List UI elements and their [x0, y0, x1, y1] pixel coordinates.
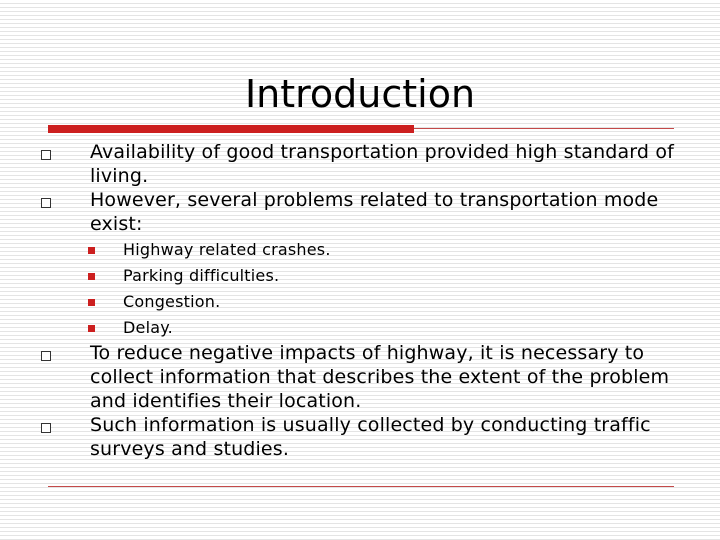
sub-bullet-text: Parking difficulties.: [123, 266, 280, 285]
sub-bullet-text: Delay.: [123, 318, 173, 337]
bullet-text: Such information is usually collected by conducting traffic surveys and studies.: [90, 414, 651, 460]
bullet-text: To reduce negative impacts of highway, it is necessary to collect information that describes the extent of the problem and identifies their location.: [90, 342, 670, 412]
bullet-list: [30, 140, 690, 461]
red-square-bullet-icon: [88, 325, 95, 332]
bullet-item: [30, 413, 690, 461]
footer-divider-line: [48, 486, 674, 487]
bullet-item: [30, 140, 690, 188]
bullet-text: Availability of good transportation provided high standard of living.: [90, 141, 674, 187]
red-square-bullet-icon: [88, 247, 95, 254]
sub-bullet-item: [30, 289, 690, 315]
sub-bullet-item: [30, 315, 690, 341]
sub-bullet-item: [30, 237, 690, 263]
sub-bullet-text: Congestion.: [123, 292, 221, 311]
hollow-square-bullet-icon: [41, 423, 51, 433]
bullet-item: [30, 341, 690, 413]
slide-title-text: Introduction: [244, 72, 476, 116]
title-accent-bar: [48, 125, 414, 133]
hollow-square-bullet-icon: [41, 150, 51, 160]
hollow-square-bullet-icon: [41, 351, 51, 361]
sub-bullet-item: [30, 263, 690, 289]
bullet-item: [30, 188, 690, 236]
sub-bullet-text: Highway related crashes.: [123, 240, 331, 259]
sub-bullet-list: [30, 237, 690, 341]
slide-title: [0, 70, 720, 118]
red-square-bullet-icon: [88, 299, 95, 306]
title-divider-line: [414, 128, 674, 129]
red-square-bullet-icon: [88, 273, 95, 280]
bullet-text: However, several problems related to transportation mode exist:: [90, 189, 659, 235]
hollow-square-bullet-icon: [41, 198, 51, 208]
